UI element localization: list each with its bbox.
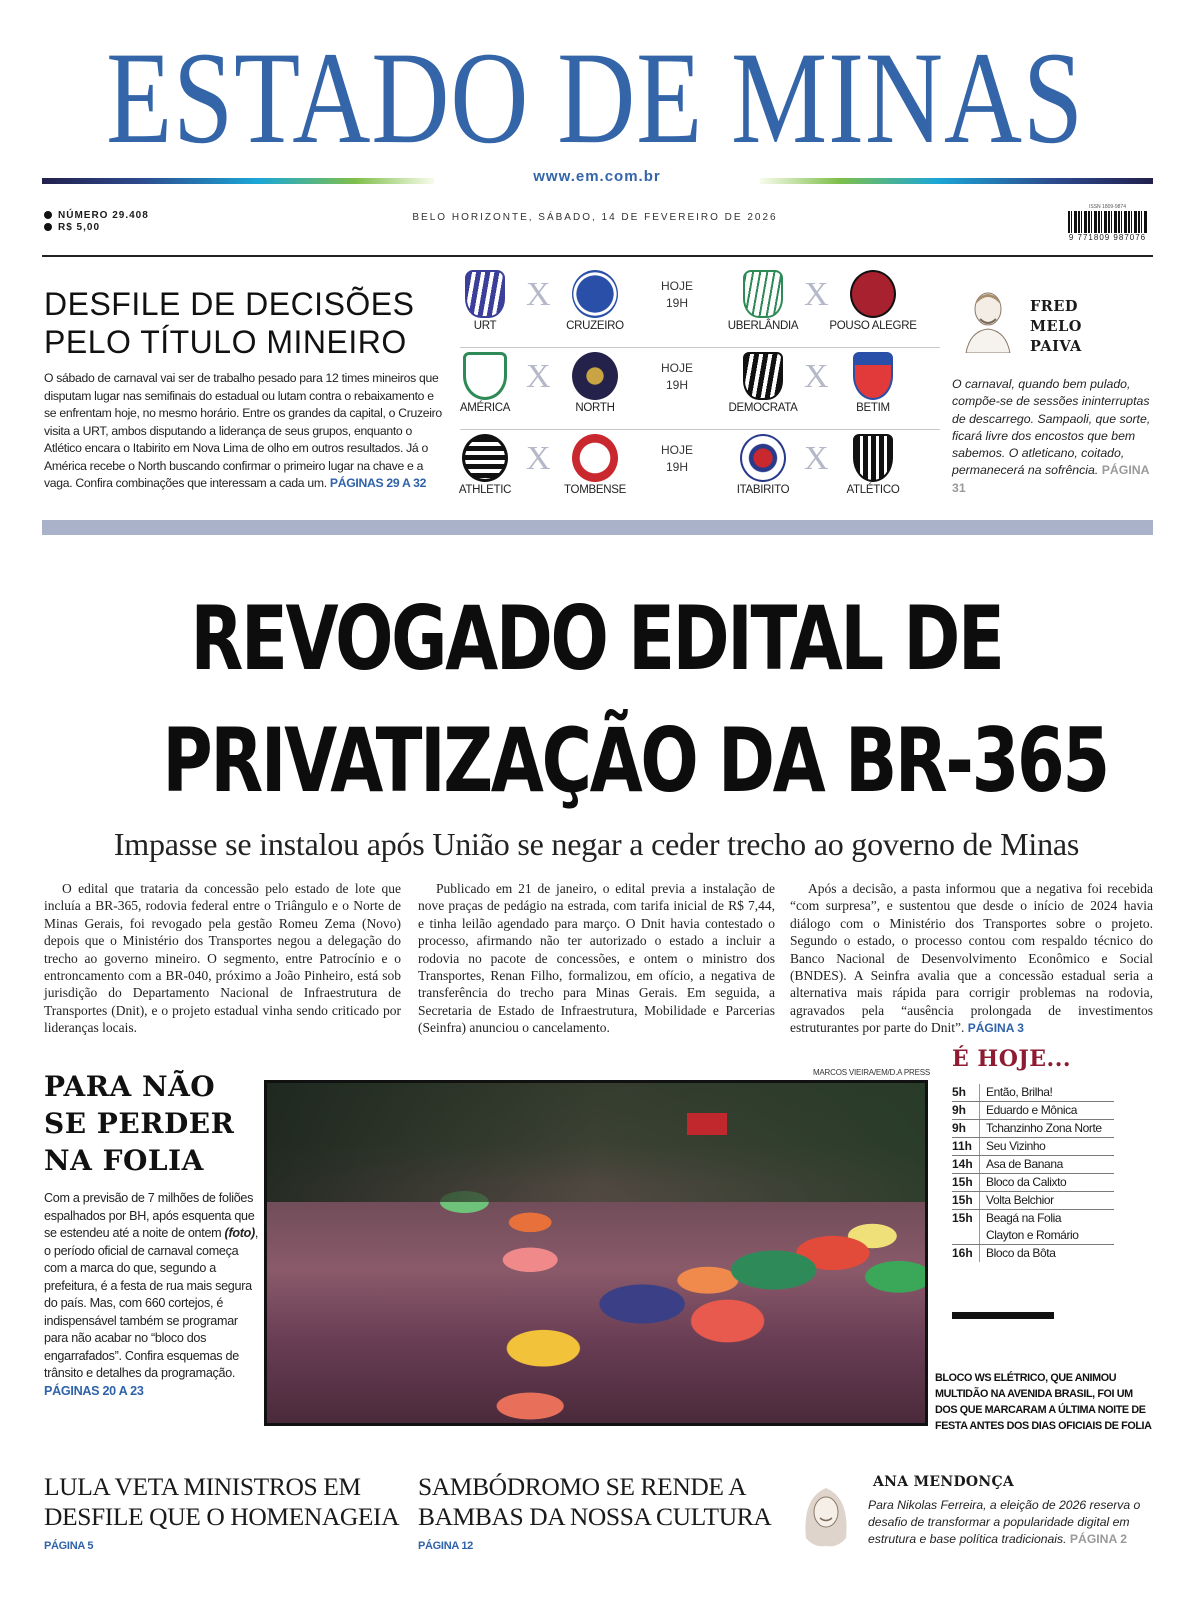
versus-icon: X (526, 276, 551, 313)
schedule-event: Bloco da Calixto (986, 1175, 1067, 1189)
carnival-summary (44, 1190, 259, 1400)
columnist-portrait-icon (958, 285, 1018, 353)
schedule-time: 15h (952, 1174, 980, 1191)
kickoff-time (642, 360, 712, 394)
edition-number: NÚMERO 29.408 (58, 210, 149, 221)
edition-info (44, 210, 149, 234)
carnival-headline[interactable] (44, 1068, 254, 1179)
schedule-item (952, 1102, 1114, 1120)
team-urt (440, 270, 530, 332)
street-sign (687, 1113, 727, 1135)
sports-headline-line1: DESFILE DE DECISÕES (44, 286, 415, 322)
carnival-summary-text-cont: , o período oficial de carnaval começa com a marca do que, segundo a prefeitura, é a festa de rua mais segura do país. Mas, com 660 cortejos, é indispensável também se programar para não acabar no “bloco dos engarrafados”. Confira esquemas de trânsito e detalhes da programação. (44, 1226, 259, 1380)
atletico-crest-icon (853, 434, 893, 482)
main-story-page-link[interactable]: PÁGINA 3 (967, 1021, 1024, 1036)
team-north (550, 352, 640, 414)
schedule-event: Seu Vizinho (986, 1139, 1046, 1153)
schedule-item (952, 1245, 1114, 1262)
article-column-1 (44, 880, 401, 1037)
schedule-time (952, 1227, 980, 1244)
photo-background-trees (267, 1083, 925, 1202)
schedule-event: Volta Belchior (986, 1193, 1054, 1207)
schedule-event: Tchanzinho Zona Norte (986, 1121, 1102, 1135)
kickoff-day: HOJE (660, 361, 693, 375)
kickoff-hour: 19H (665, 378, 688, 392)
team-pouso-alegre (828, 270, 918, 332)
schedule-item (952, 1120, 1114, 1138)
team-name: URT (473, 320, 497, 332)
versus-icon: X (804, 440, 829, 477)
columnist-ana-portrait-icon (798, 1478, 854, 1552)
sports-headline-line2: PELO TÍTULO MINEIRO (44, 324, 407, 360)
kickoff-day: HOJE (660, 279, 693, 293)
bullet-icon (44, 223, 52, 231)
schedule-item (952, 1227, 1114, 1245)
schedule-event: Clayton e Romário (986, 1228, 1079, 1242)
schedule-time: 15h (952, 1192, 980, 1209)
kickoff-time (642, 442, 712, 476)
main-headline-line1: REVOGADO EDITAL DE (190, 587, 1003, 690)
team-america (440, 352, 530, 414)
carnival-page-link[interactable]: PÁGINAS 20 A 23 (44, 1383, 144, 1398)
team-cruzeiro (550, 270, 640, 332)
schedule-event: Eduardo e Mônica (986, 1103, 1077, 1117)
teaser-line: LULA VETA MINISTROS EM (44, 1472, 361, 1501)
decorative-gradient-rule-left (42, 178, 434, 184)
itabirito-crest-icon (740, 434, 786, 482)
barcode-issn: ISSN 1809-9874 (1089, 204, 1126, 210)
photo-reference: (foto) (224, 1226, 255, 1240)
fixtures-grid (460, 268, 940, 508)
sports-headline[interactable] (44, 285, 424, 361)
schedule-event: Bloco da Bôta (986, 1246, 1056, 1260)
carnival-photo[interactable] (264, 1080, 928, 1426)
schedule-item (952, 1210, 1114, 1227)
carnival-headline-line3: NA FOLIA (44, 1144, 204, 1177)
schedule-time: 5h (952, 1084, 980, 1101)
teaser-sambodromo-page-link[interactable]: PÁGINA 12 (418, 1540, 473, 1552)
schedule-time: 16h (952, 1245, 980, 1262)
edition-price: R$ 5,00 (58, 222, 101, 233)
urt-crest-icon (465, 270, 505, 318)
team-name: CRUZEIRO (566, 320, 624, 332)
democrata-crest-icon (743, 352, 783, 400)
columnist-page-link[interactable]: PÁGINA 31 (952, 463, 1150, 495)
team-athletic (440, 434, 530, 496)
masthead (40, 24, 1153, 171)
kickoff-hour: 19H (665, 296, 688, 310)
uberlandia-crest-icon (743, 270, 783, 318)
article-column-2 (418, 880, 775, 1037)
team-itabirito (718, 434, 808, 496)
team-name: BETIM (856, 402, 890, 414)
cruzeiro-crest-icon (572, 270, 618, 318)
barcode-number: 9 771809 987076 (1068, 233, 1147, 242)
barcode (1060, 204, 1155, 244)
team-name: TOMBENSE (564, 484, 626, 496)
schedule-time: 15h (952, 1210, 980, 1227)
columnist-ana-excerpt (868, 1497, 1158, 1548)
columnist-ana-page-link[interactable]: PÁGINA 2 (1069, 1532, 1128, 1546)
teaser-lula[interactable] (44, 1472, 404, 1532)
columnist-name[interactable] (1030, 297, 1082, 357)
athletic-crest-icon (462, 434, 508, 482)
team-democrata (718, 352, 808, 414)
north-crest-icon (572, 352, 618, 400)
section-divider-band (42, 520, 1153, 535)
sports-summary (44, 370, 444, 493)
schedule-event: Asa de Banana (986, 1157, 1063, 1171)
teaser-lula-page-link[interactable]: PÁGINA 5 (44, 1540, 94, 1552)
betim-crest-icon (853, 352, 893, 400)
website-url[interactable]: www.em.com.br (533, 168, 661, 185)
team-betim (828, 352, 918, 414)
pouso-alegre-crest-icon (850, 270, 896, 318)
team-atletico (828, 434, 918, 496)
schedule-event: Então, Brilha! (986, 1085, 1053, 1099)
columnist-excerpt (952, 376, 1152, 497)
photo-credit: MARCOS VIEIRA/EM/D.A PRESS (812, 1068, 930, 1077)
teaser-sambodromo[interactable] (418, 1472, 788, 1532)
versus-icon: X (526, 358, 551, 395)
team-name: POUSO ALEGRE (829, 320, 917, 332)
schedule-item (952, 1084, 1114, 1102)
columnist-first-name: FRED (1030, 298, 1078, 315)
versus-icon: X (804, 276, 829, 313)
divider (42, 255, 1153, 257)
carnival-summary-text: Com a previsão de 7 milhões de foliões espalhados por BH, após esquenta que se estendeu até a noite de ontem (44, 1191, 255, 1240)
today-schedule-title: É HOJE... (952, 1046, 1072, 1072)
team-name: AMÉRICA (459, 402, 511, 414)
schedule-item (952, 1138, 1114, 1156)
team-name: ITABIRITO (736, 484, 790, 496)
tombense-crest-icon (572, 434, 618, 482)
columnist-excerpt-text: O carnaval, quando bem pulado, compõe-se de sessões ininterruptas de descarrego. Sampaoli, que sorte, ficará livre dos encostos que bem sabemos. O atleticano, coitado, permanecerá na sofrência. (952, 377, 1151, 478)
kickoff-time (642, 278, 712, 312)
america-crest-icon (463, 352, 507, 400)
main-headline-line2: PRIVATIZAÇÃO DA BR-365 (162, 709, 1108, 812)
columnist-ana-excerpt-text: Para Nikolas Ferreira, a eleição de 2026 reserva o desafio de transformar a popularidade digital em estrutura e base política tradicionais. (868, 1498, 1141, 1546)
article-paragraph: Após a decisão, a pasta informou que a negativa foi recebida “com surpresa”, e sustentou que desde o início de 2024 havia diálogo com o Ministério dos Transportes sobre o projeto. Segundo o estado, o processo contou com respaldo técnico do Banco Nacional de Desenvolvimento Econômico e Social (BNDES). A Seinfra avalia que a concessão estadual seria a alternativa mais rápida para corrigir problemas na rodovia, agravados pela “ausência prolongada de investimentos estruturantes por parte do Dnit”. (790, 881, 1153, 1036)
schedule-item (952, 1174, 1114, 1192)
versus-icon: X (526, 440, 551, 477)
schedule-time: 9h (952, 1102, 980, 1119)
schedule-event: Beagá na Folia (986, 1211, 1062, 1225)
fixture-row (460, 432, 940, 512)
team-name: DEMOCRATA (728, 402, 798, 414)
photo-caption: BLOCO WS ELÉTRICO, QUE ANIMOU MULTIDÃO NA AVENIDA BRASIL, FOI UM DOS QUE MARCARAM A ÚLTIMA NOITE DE FESTA ANTES DOS DIAS OFICIAIS DE FOLIA (935, 1372, 1152, 1432)
team-name: NORTH (575, 402, 615, 414)
decorative-gradient-rule-right (760, 178, 1153, 184)
carnival-headline-line1: PARA NÃO (44, 1070, 216, 1103)
article-paragraph: O edital que trataria da concessão pelo estado de lote que incluía a BR-365, rodovia federal entre o Triângulo e o Norte de Minas Gerais, foi revogado pela gestão Romeu Zema (Novo) depois que o Ministério dos Transportes negou a delegação do trecho ao governo mineiro. O segmento, entre Patrocínio e o entroncamento com a BR-040, próximo a João Pinheiro, está sob jurisdição do Departamento Nacional de Infraestrutura de Transportes (Dnit), e o projeto estadual vinha sendo criticado por lideranças locais. (44, 881, 401, 1036)
newspaper-logo[interactable]: ESTADO DE MINAS (106, 24, 1084, 171)
schedule-item (952, 1156, 1114, 1174)
main-headline[interactable] (40, 578, 1153, 822)
kickoff-day: HOJE (660, 443, 693, 457)
team-uberlandia (718, 270, 808, 332)
today-schedule-list (952, 1084, 1114, 1262)
carnival-headline-line2: SE PERDER (44, 1107, 235, 1140)
versus-icon: X (804, 358, 829, 395)
kickoff-hour: 19H (665, 460, 688, 474)
columnist-last-name: PAIVA (1030, 338, 1082, 355)
columnist-ana-name[interactable]: ANA MENDONÇA (873, 1474, 1015, 1490)
columnist-middle-name: MELO (1030, 318, 1082, 335)
article-paragraph: Publicado em 21 de janeiro, o edital previa a instalação de nove praças de pedágio na estrada, com tarifa inicial de R$ 7,44, e tinha leilão agendado para março. O Dnit havia contestado o processo, afirmando não ter autorizado o estado a incluir a rodovia no pacote de concessões, e ontem o ministro dos Transportes, Renan Filho, formalizou, em ofício, a negativa de transferência do trecho para Minas Gerais. Em seguida, a Secretaria de Estado de Infraestrutura, Mobilidade e Parcerias (Seinfra) anunciou o cancelamento. (418, 881, 775, 1036)
team-name: UBERLÂNDIA (727, 320, 799, 332)
decorative-bar (952, 1312, 1054, 1319)
schedule-time: 9h (952, 1120, 980, 1137)
main-subheadline: Impasse se instalou após União se negar a ceder trecho ao governo de Minas (113, 826, 1080, 862)
fixture-row (460, 350, 940, 430)
teaser-line: BAMBAS DA NOSSA CULTURA (418, 1502, 772, 1531)
dateline: BELO HORIZONTE, SÁBADO, 14 DE FEVEREIRO DE 2026 (412, 212, 778, 223)
teaser-line: DESFILE QUE O HOMENAGEIA (44, 1502, 400, 1531)
schedule-time: 11h (952, 1138, 980, 1155)
teaser-line: SAMBÓDROMO SE RENDE A (418, 1472, 747, 1501)
schedule-time: 14h (952, 1156, 980, 1173)
sports-summary-text: O sábado de carnaval vai ser de trabalho pesado para 12 times mineiros que disputam lugar nas semifinais do estadual ou lutam contra o rebaixamento e se enfrentam hoje, no mesmo horário. Entre os grandes da capital, o Cruzeiro visita a URT, ambos disputando a liderança de seus grupos, enquanto o Atlético encara o Itabirito em Nova Lima de olho em outros resultados. Já o América recebe o North buscando confirmar o primeiro lugar na chave e a vaga. Confira combinações que interessam a cada um. (44, 371, 442, 490)
barcode-icon (1068, 211, 1148, 233)
team-tombense (550, 434, 640, 496)
schedule-item (952, 1192, 1114, 1210)
team-name: ATHLETIC (458, 484, 512, 496)
team-name: ATLÉTICO (846, 484, 900, 496)
article-column-3 (790, 880, 1153, 1038)
sports-page-link[interactable]: PÁGINAS 29 A 32 (329, 476, 427, 490)
fixture-row (460, 268, 940, 348)
bullet-icon (44, 211, 52, 219)
